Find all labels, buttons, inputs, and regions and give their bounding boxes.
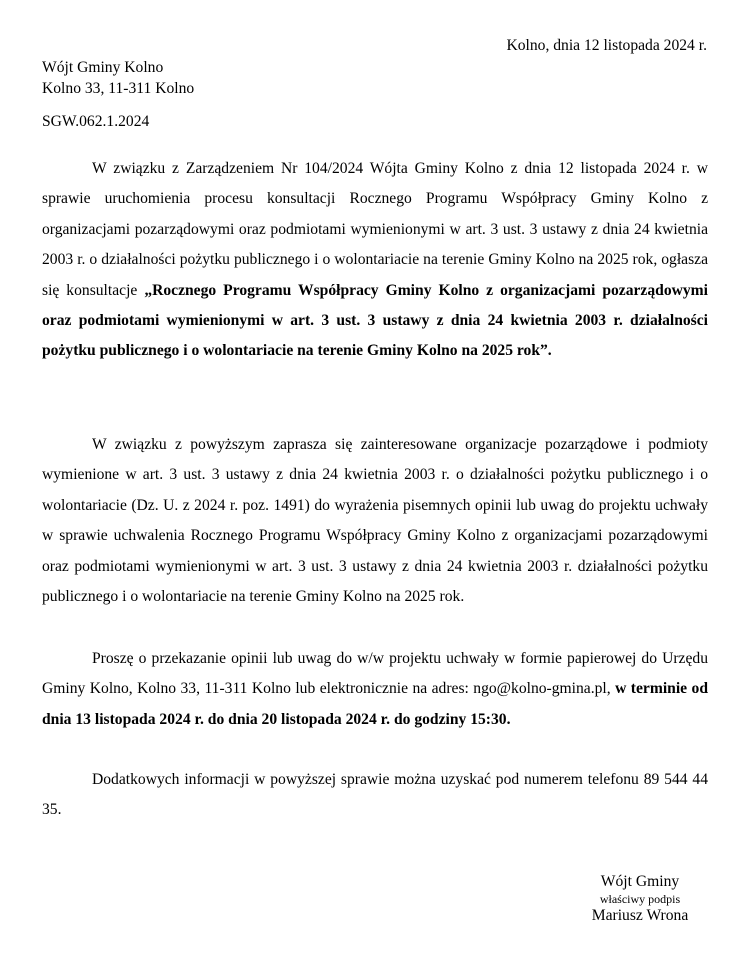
submission-deadline: w terminie od dnia 13 listopada 2024 r. do dnia 20 listopada 2024 r. do godziny 15:30. — [42, 680, 709, 728]
signature-name: Mariusz Wrona — [591, 907, 689, 924]
signature-block — [580, 872, 700, 926]
paragraph-announcement-text: W związku z Zarządzeniem Nr 104/2024 Wójta Gminy Kolno z dnia 12 listopada 2024 r. w sprawie uruchomienia procesu konsultacji Rocznego Programu Współpracy Gminy Kolno z organizacjami pozarządowymi oraz podmiotami wymienionymi w art. 3 ust. 3 ustawy z dnia 24 kwietnia 2003 r. o działalności pożytku publicznego i o wolontariacie na terenie Gminy Kolno na 2025 rok, ogłasza się konsultacje — [42, 160, 708, 299]
paragraph-submission-text: Proszę o przekazanie opinii lub uwag do w/w projektu uchwały w formie papierowej do Urzędu Gminy Kolno, Kolno 33, 11-311 Kolno lub elektronicznie na adres: ngo@kolno-gmina.pl, — [42, 650, 708, 698]
place-date: Kolno, dnia 12 listopada 2024 r. — [506, 37, 707, 54]
reference-number: SGW.062.1.2024 — [42, 113, 150, 130]
paragraph-contact-text: Dodatkowych informacji w powyższej sprawie można uzyskać pod numerem telefonu 89 544 44 35. — [42, 771, 708, 819]
sender-address: Kolno 33, 11-311 Kolno — [42, 80, 195, 97]
paragraph-invitation-text: W związku z powyższym zaprasza się zainteresowane organizacje pozarządowe i podmioty wymienione w art. 3 ust. 3 ustawy z dnia 24 kwietnia 2003 r. o działalności pożytku publicznego i o wolontariacie (Dz. U. z 2024 r. poz. 1491) do wyrażenia pisemnych opinii lub uwag do projektu uchwały w sprawie uchwalenia Rocznego Programu Współpracy Gminy Kolno z organizacjami pozarządowymi oraz podmiotami wymienionymi w art. 3 ust. 3 ustawy z dnia 24 kwietnia 2003 r. działalności pożytku publicznego i o wolontariacie na terenie Gminy Kolno na 2025 rok. — [42, 436, 708, 606]
signature-note: właściwy podpis — [599, 892, 681, 906]
signature-title: Wójt Gminy — [600, 873, 680, 890]
paragraph-announcement — [42, 154, 708, 367]
program-title: „Rocznego Programu Współpracy Gminy Kolno z organizacjami pozarządowymi oraz podmiotami wymienionymi w art. 3 ust. 3 ustawy z dnia 24 kwietnia 2003 r. działalności pożytku publicznego i o wolontariacie na terenie Gminy Kolno na 2025 rok”. — [42, 281, 709, 360]
paragraph-submission — [42, 644, 708, 735]
paragraph-contact — [42, 765, 708, 826]
sender-block — [42, 57, 194, 99]
sender-name: Wójt Gminy Kolno — [42, 59, 164, 76]
paragraph-invitation — [42, 430, 708, 612]
